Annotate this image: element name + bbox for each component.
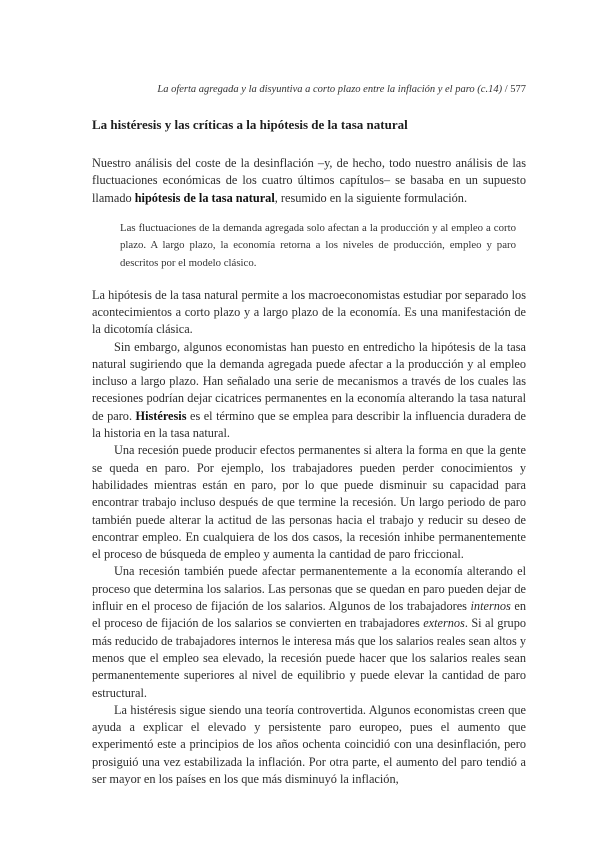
hysteresis-text-b: es el término que se emplea para describir la influencia duradera de la historia en la tasa natural. — [92, 408, 526, 441]
intro-text-b: , resumido en la siguiente formulación. — [274, 190, 468, 205]
paragraph-natural-rate: La hipótesis de la tasa natural permite a los macroeconomistas estudiar por separado los acontecimientos a corto plazo y a largo plazo de la economía. Es una manifestación de la dicotomía clásica. — [92, 287, 526, 337]
hysteresis-text-a: Sin embargo, algunos economistas han puesto en entredicho la hipótesis de la tasa natural sugiriendo que la demanda agregada puede afectar a la producción y al empleo incluso a largo plazo. Han señalado una serie de mecanismos a través de los cuales las recesiones podrían dejar cicatrices permanentes en la economía alterando la tasa natural de paro. — [92, 339, 526, 423]
wages-text-a: Una recesión también puede afectar permanentemente a la economía alterando el proceso que determina los salarios. Las personas que se quedan en paro pueden dejar de influir en el proceso de fijación de los salarios. Algunos de los trabajadores — [92, 564, 526, 614]
intro-bold-term: hipótesis de la tasa natural — [134, 190, 275, 205]
wages-text-c: . Si al grupo más reducido de trabajadores internos le interesa más que los salarios reales sean altos y menos que el empleo sea elevado, la recesión puede hacer que los salarios reales sean permanentemente superiores al nivel de equilibrio y puede elevar la cantidad de paro estructural. — [92, 616, 526, 700]
paragraph-recession-effects: Una recesión puede producir efectos permanentes si altera la forma en que la gente se queda en paro. Por ejemplo, los trabajadores pueden perder conocimientos y habilidades mientras están en paro, por lo que puede disminuir su capacidad para encontrar trabajo incluso después de que termine la recesión. Un largo periodo de paro también puede alterar la actitud de las personas hacia el trabajo y reducir su deseo de encontrar empleo. En cualquiera de los dos casos, la recesión inhibe permanentemente el proceso de búsqueda de empleo y aumenta la cantidad de paro friccional. — [92, 443, 526, 562]
running-title: La oferta agregada y la disyuntiva a corto plazo entre la inflación y el paro (c.14) — [157, 84, 503, 95]
paragraph-hysteresis — [92, 339, 526, 443]
wages-text-b: en el proceso de fijación de los salarios se convierten en trabajadores — [92, 599, 526, 631]
intro-text-a: Nuestro análisis del coste de la desinflación –y, de hecho, todo nuestro análisis de las fluctuaciones económicas de los cuatro últimos capítulos– se basaba en un supuesto llamado — [92, 156, 526, 205]
paragraph-wages — [92, 563, 526, 701]
wages-italic-externos: externos — [423, 616, 465, 631]
paragraph-intro — [92, 155, 526, 207]
book-page — [92, 84, 526, 788]
running-header — [92, 84, 526, 95]
section-title: La histéresis y las críticas a la hipótesis de la tasa natural — [92, 117, 408, 132]
page-number: 577 — [510, 84, 526, 95]
hysteresis-bold-term: Histéresis — [135, 408, 187, 423]
wages-italic-internos: internos — [470, 599, 511, 614]
block-quote: Las fluctuaciones de la demanda agregada solo afectan a la producción y al empleo a corto plazo. A largo plazo, la economía retorna a los niveles de producción, empleo y paro descritos por el modelo clásico. — [120, 221, 516, 270]
header-separator: / — [504, 84, 508, 95]
paragraph-controversy: La histéresis sigue siendo una teoría controvertida. Algunos economistas creen que ayuda a explicar el elevado y persistente paro europeo, pues el aumento que experimentó este a principios de los años ochenta coincidió con una desinflación, pero prosiguió una vez estabilizada la inflación. Por otra parte, el aumento del paro tendió a ser mayor en los países en los que más disminuyó la inflación, — [92, 702, 526, 786]
